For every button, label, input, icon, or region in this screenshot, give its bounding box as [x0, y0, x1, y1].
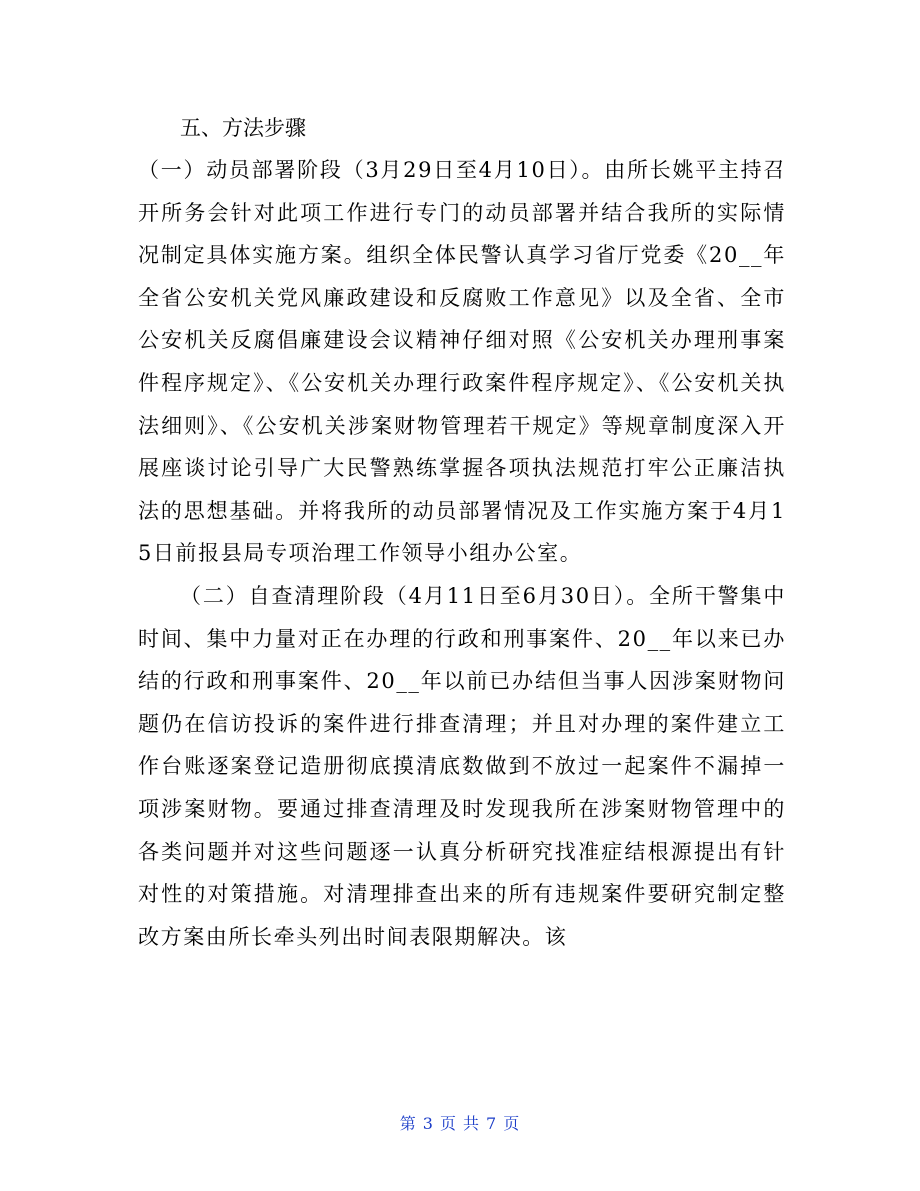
- footer-total-pages: 7: [486, 1114, 498, 1133]
- footer-page-word: 页: [439, 1114, 457, 1133]
- page-footer: [0, 1112, 920, 1136]
- footer-total-prefix: 共: [463, 1114, 481, 1133]
- footer-current-page: 3: [422, 1114, 434, 1133]
- paragraph-mobilization-stage: （一）动员部署阶段（3月29日至4月10日）。由所长姚平主持召开所务会针对此项工作进行专门的动员部署并结合我所的实际情况制定具体实施方案。组织全体民警认真学习省厅党委《20__年全省公安机关党风廉政建设和反腐败工作意见》以及全省、全市公安机关反腐倡廉建设会议精神仔细对照《公安机关办理刑事案件程序规定》、《公安机关办理行政案件程序规定》、《公安机关执法细则》、《公安机关涉案财物管理若干规定》等规章制度深入开展座谈讨论引导广大民警熟练掌握各项执法规范打牢公正廉洁执法的思想基础。并将我所的动员部署情况及工作实施方案于4月15日前报县局专项治理工作领导小组办公室。: [138, 158, 786, 566]
- paragraph-self-check-stage: （二）自查清理阶段（4月11日至6月30日）。全所干警集中时间、集中力量对正在办理的行政和刑事案件、20__年以来已办结的行政和刑事案件、20__年以前已办结但当事人因涉案财物问题仍在信访投诉的案件进行排查清理；并且对办理的案件建立工作台账逐案登记造册彻底摸清底数做到不放过一起案件不漏掉一项涉案财物。要通过排查清理及时发现我所在涉案财物管理中的各类问题并对这些问题逐一认真分析研究找准症结根源提出有针对性的对策措施。对清理排查出来的所有违规案件要研究制定整改方案由所长牵头列出时间表限期解决。该: [138, 583, 786, 949]
- footer-total-suffix: 页: [503, 1114, 521, 1133]
- footer-prefix: 第: [399, 1114, 417, 1133]
- section-heading: 五、方法步骤: [180, 116, 306, 140]
- document-body: [138, 107, 786, 958]
